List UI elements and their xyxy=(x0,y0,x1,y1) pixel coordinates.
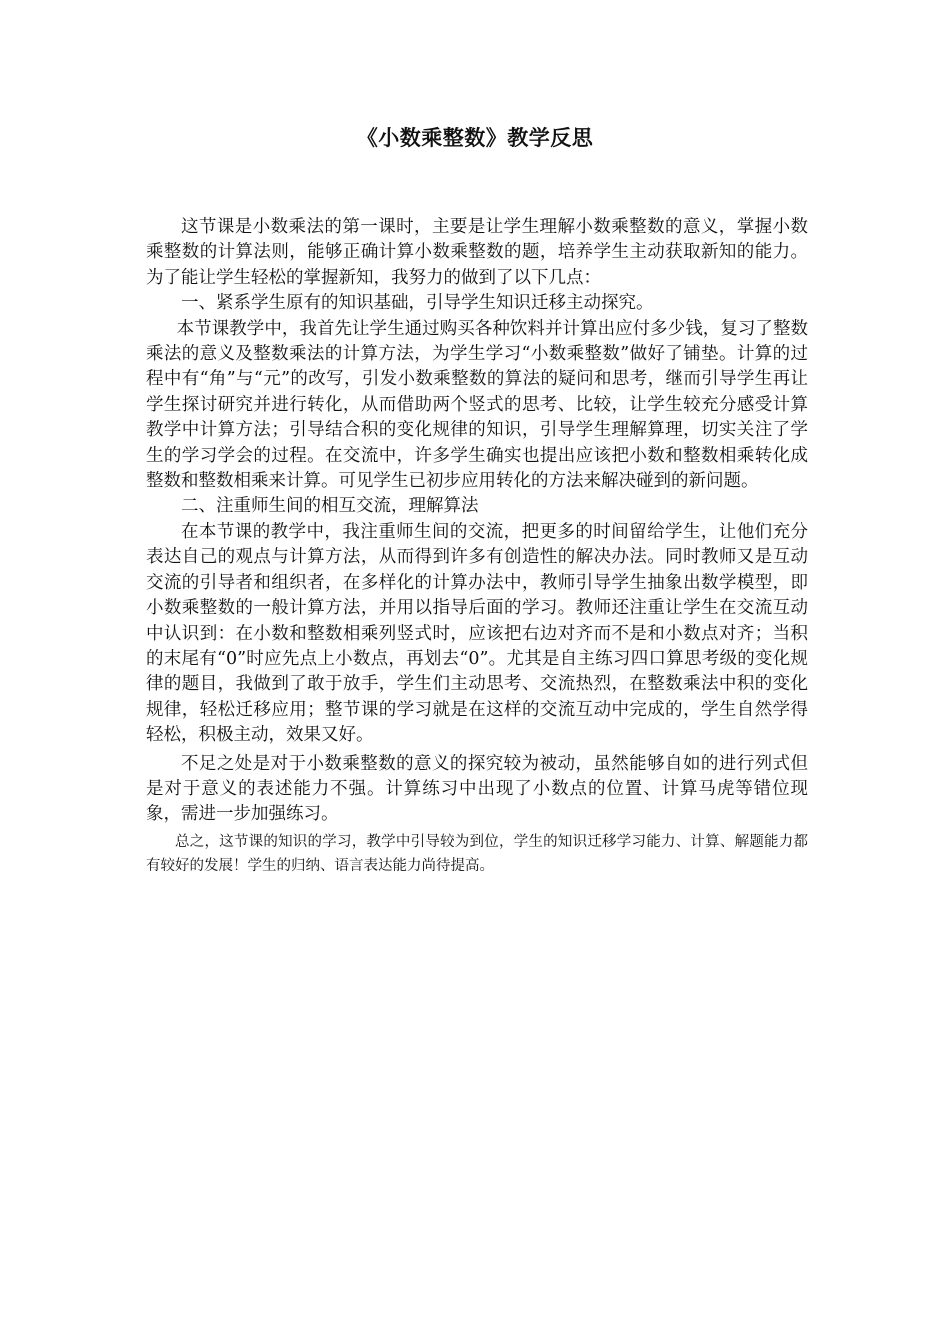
section-2-paragraph: 在本节课的教学中，我注重师生间的交流，把更多的时间留给学生，让他们充分表达自己的观点与计算方法，从而得到许多有创造性的解决办法。同时教师又是互动交流的引导者和组织者，在多样化的计算办法中，教师引导学生抽象出数学模型，即小数乘整数的一般计算方法，并用以指导后面的学习。教师还注重让学生在交流互动中认识到：在小数和整数相乘列竖式时，应该把右边对齐而不是和小数点对齐；当积的末尾有“0”时应先点上小数点，再划去“0”。尤其是自主练习四口算思考级的变化规律的题目，我做到了敢于放手，学生们主动思考、交流热烈，在整数乘法中积的变化规律，轻松迁移应用；整节课的学习就是在这样的交流互动中完成的，学生自然学得轻松，积极主动，效果又好。 xyxy=(146,521,808,746)
section-1-paragraph: 本节课教学中，我首先让学生通过购买各种饮料并计算出应付多少钱，复习了整数乘法的意义及整数乘法的计算方法，为学生学习“小数乘整数”做好了铺垫。计算的过程中有“角”与“元”的改写，引发小数乘整数的算法的疑问和思考，继而引导学生再让学生探讨研究并进行转化，从而借助两个竖式的思考、比较，让学生较充分感受计算教学中计算方法；引导结合积的变化规律的知识，引导学生理解算理，切实关注了学生的学习学会的过程。在交流中，许多学生确实也提出应该把小数和整数相乘转化成整数和整数相乘来计算。可见学生已初步应用转化的方法来解决碰到的新问题。 xyxy=(146,318,808,492)
document-body xyxy=(146,215,808,878)
section-heading-1: 一、紧系学生原有的知识基础，引导学生知识迁移主动探究。 xyxy=(181,293,654,314)
intro-paragraph: 这节课是小数乘法的第一课时，主要是让学生理解小数乘整数的意义，掌握小数乘整数的计算法则，能够正确计算小数乘整数的题，培养学生主动获取新知的能力。为了能让学生轻松的掌握新知，我努力的做到了以下几点： xyxy=(146,217,808,288)
section-heading-2: 二、注重师生间的相互交流，理解算法 xyxy=(181,496,479,517)
shortcomings-paragraph: 不足之处是对于小数乘整数的意义的探究较为被动，虽然能够自如的进行列式但是对于意义的表述能力不强。计算练习中出现了小数点的位置、计算马虎等错位现象，需进一步加强练习。 xyxy=(146,753,808,825)
document-title: 《小数乘整数》教学反思 xyxy=(356,126,594,150)
summary-paragraph: 总之，这节课的知识的学习，教学中引导较为到位，学生的知识迁移学习能力、计算、解题能力都有较好的发展！学生的归纳、语言表达能力尚待提高。 xyxy=(146,833,808,874)
